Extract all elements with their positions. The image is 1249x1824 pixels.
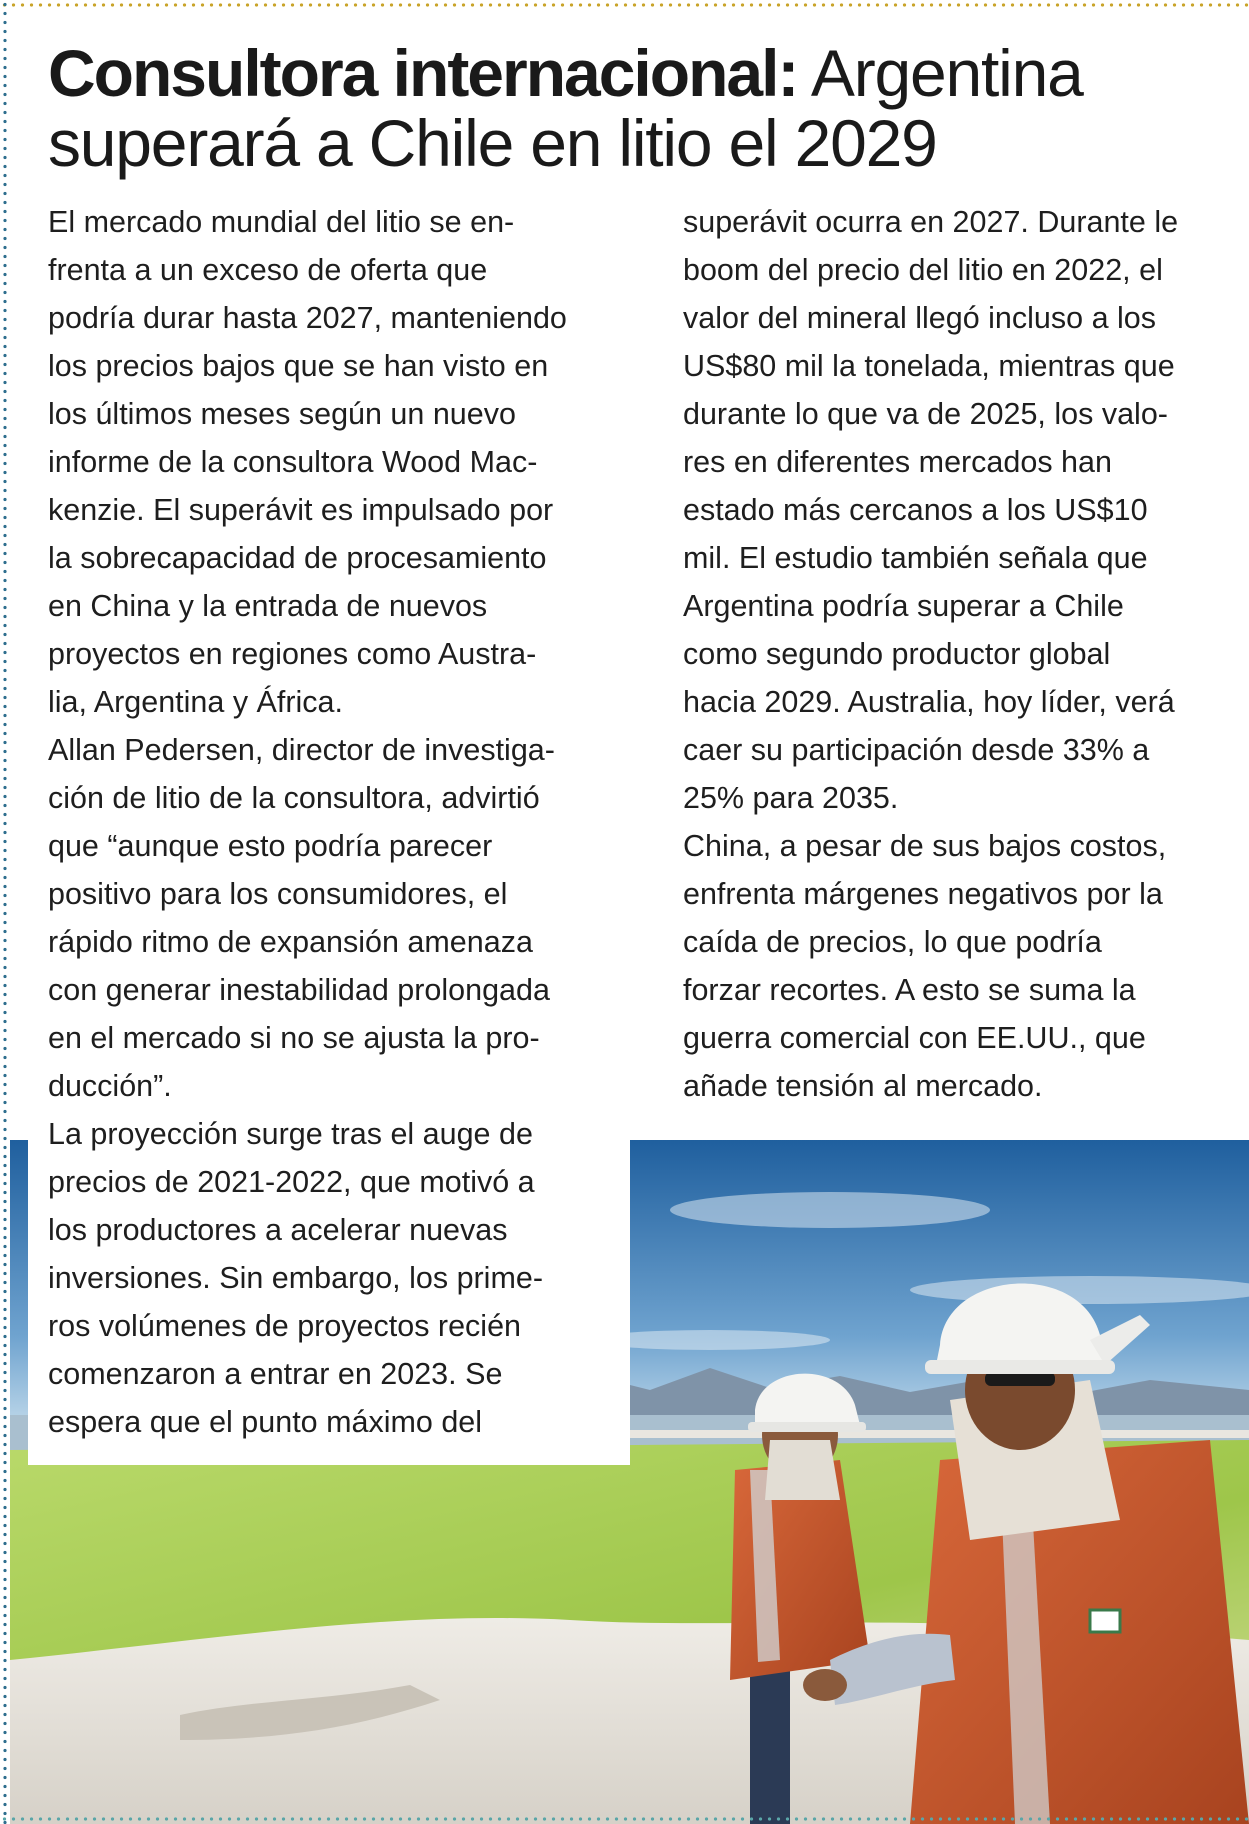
text-line: superávit ocurra en 2027. Durante le — [683, 205, 1179, 239]
text-line: Allan Pedersen, director de investiga- — [48, 733, 555, 767]
text-line: los productores a acelerar nuevas — [48, 1213, 508, 1247]
text-line: lia, Argentina y África. — [48, 685, 343, 719]
text-line: mil. El estudio también señala que — [683, 541, 1148, 575]
right-paragraph-2 — [683, 822, 1239, 1110]
text-line: kenzie. El superávit es impulsado por — [48, 493, 554, 527]
dotted-border-top — [0, 0, 1249, 10]
dotted-border-bottom — [0, 1814, 1249, 1824]
text-line: La proyección surge tras el auge de — [48, 1117, 533, 1151]
text-line: caída de precios, lo que podría — [683, 925, 1102, 959]
text-line: espera que el punto máximo del — [48, 1405, 483, 1439]
text-line: durante lo que va de 2025, los valo- — [683, 397, 1168, 431]
text-line: los precios bajos que se han visto en — [48, 349, 549, 383]
text-line: hacia 2029. Australia, hoy líder, verá — [683, 685, 1175, 719]
text-line: la sobrecapacidad de procesamiento — [48, 541, 547, 575]
text-line: 25% para 2035. — [683, 781, 899, 815]
text-line: podría durar hasta 2027, manteniendo — [48, 301, 567, 335]
text-line: ducción”. — [48, 1069, 172, 1103]
text-line: caer su participación desde 33% a — [683, 733, 1150, 767]
article-right-column — [683, 198, 1239, 1110]
article-headline — [48, 38, 1228, 178]
text-line: los últimos meses según un nuevo — [48, 397, 516, 431]
text-line: res en diferentes mercados han — [683, 445, 1112, 479]
text-line: US$80 mil la tonelada, mientras que — [683, 349, 1175, 383]
text-line: El mercado mundial del litio se en- — [48, 205, 515, 239]
text-line: boom del precio del litio en 2022, el — [683, 253, 1163, 287]
text-line: precios de 2021-2022, que motivó a — [48, 1165, 535, 1199]
headline-kicker: Consultora internacional: — [48, 36, 798, 110]
text-line: en China y la entrada de nuevos — [48, 589, 488, 623]
text-line: con generar inestabilidad prolongada — [48, 973, 550, 1007]
text-line: guerra comercial con EE.UU., que — [683, 1021, 1146, 1055]
text-line: comenzaron a entrar en 2023. Se — [48, 1357, 503, 1391]
text-line: enfrenta márgenes negativos por la — [683, 877, 1163, 911]
text-line: estado más cercanos a los US$10 — [683, 493, 1148, 527]
text-line: proyectos en regiones como Austra- — [48, 637, 537, 671]
text-line: frenta a un exceso de oferta que — [48, 253, 488, 287]
text-line: que “aunque esto podría parecer — [48, 829, 493, 863]
text-line: positivo para los consumidores, el — [48, 877, 508, 911]
text-line: China, a pesar de sus bajos costos, — [683, 829, 1167, 863]
text-line: añade tensión al mercado. — [683, 1069, 1043, 1103]
left-paragraph-1 — [48, 198, 628, 726]
right-paragraph-1 — [683, 198, 1239, 822]
text-line: rápido ritmo de expansión amenaza — [48, 925, 533, 959]
headline-title-line2: superará a Chile en litio el 2029 — [48, 106, 937, 180]
text-line: Argentina podría superar a Chile — [683, 589, 1124, 623]
text-line: forzar recortes. A esto se suma la — [683, 973, 1136, 1007]
text-line: informe de la consultora Wood Mac- — [48, 445, 538, 479]
left-paragraph-3 — [48, 1110, 628, 1446]
text-line: ros volúmenes de proyectos recién — [48, 1309, 521, 1343]
text-line: en el mercado si no se ajusta la pro- — [48, 1021, 540, 1055]
text-line: valor del mineral llegó incluso a los — [683, 301, 1156, 335]
headline-title-line1: Argentina — [810, 36, 1083, 110]
text-line: ción de litio de la consultora, advirtió — [48, 781, 540, 815]
left-paragraph-2 — [48, 726, 628, 1110]
text-line: como segundo productor global — [683, 637, 1111, 671]
dotted-border-left — [0, 0, 10, 1824]
article-left-column — [48, 198, 628, 1446]
text-line: inversiones. Sin embargo, los prime- — [48, 1261, 543, 1295]
